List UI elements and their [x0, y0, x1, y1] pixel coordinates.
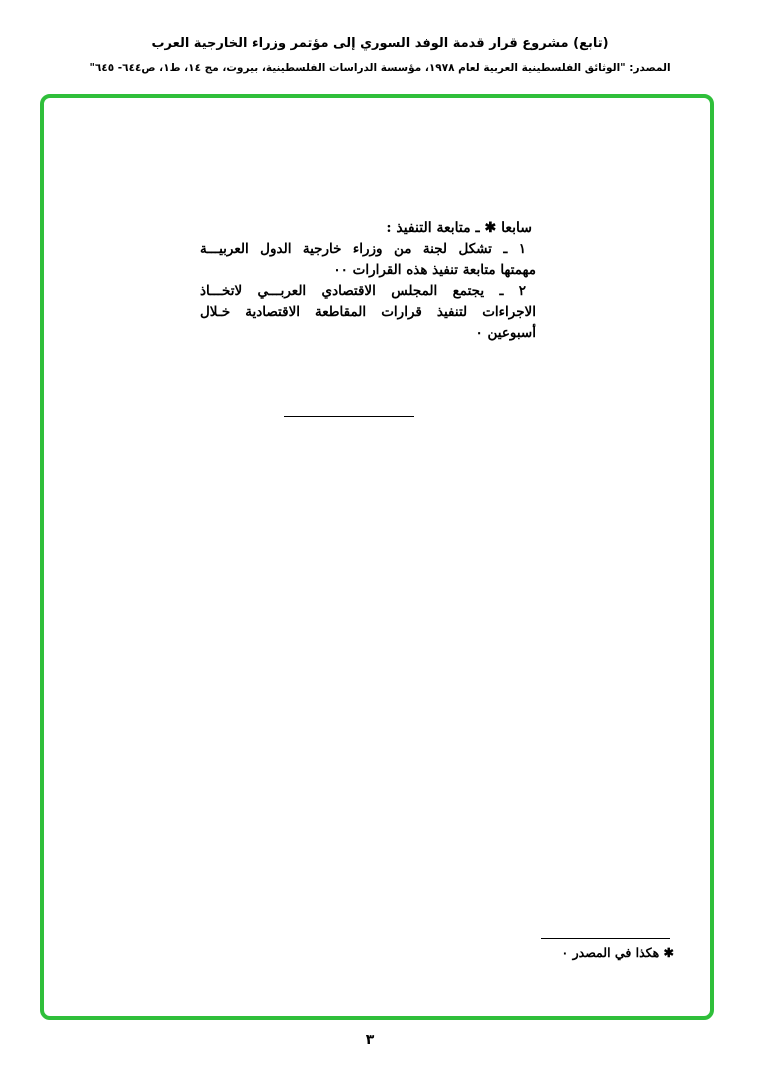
item-1-line-2: مهمتها متابعة تنفيذ هذه القرارات ٠٠: [333, 262, 536, 278]
source-citation: المصدر: "الوثائق الفلسطينية العربية لعام ١٩٧٨، مؤسسة الدراسات الفلسطينية، بيروت، مج ١٤، ط١، ص٦٤٤- ٦٤٥": [89, 62, 671, 74]
item-2-line-1: ٢ ـ يجتمع المجلس الاقتصادي العربـــي لاتخـــاذ: [200, 283, 526, 299]
item-1-line-1: ١ ـ تشكل لجنة من وزراء خارجية الدول العربيـــة: [200, 241, 526, 257]
item-2-line-2: الاجراءات لتنفيذ قرارات المقاطعة الاقتصادية خـلال: [200, 304, 536, 320]
item-2-line-3: أسبوعين ٠: [475, 325, 536, 341]
footnote-divider: [541, 938, 670, 939]
section-title: سابعا ✱ ـ متابعة التنفيذ :: [386, 220, 532, 236]
page-number: ٣: [365, 1032, 375, 1048]
section-divider: [284, 416, 414, 417]
document-title: (تابع) مشروع قرار قدمة الوفد السوري إلى مؤتمر وزراء الخارجية العرب: [151, 36, 609, 51]
footnote: ✱ هكذا في المصدر ٠: [561, 945, 674, 960]
document-body: [200, 218, 536, 344]
